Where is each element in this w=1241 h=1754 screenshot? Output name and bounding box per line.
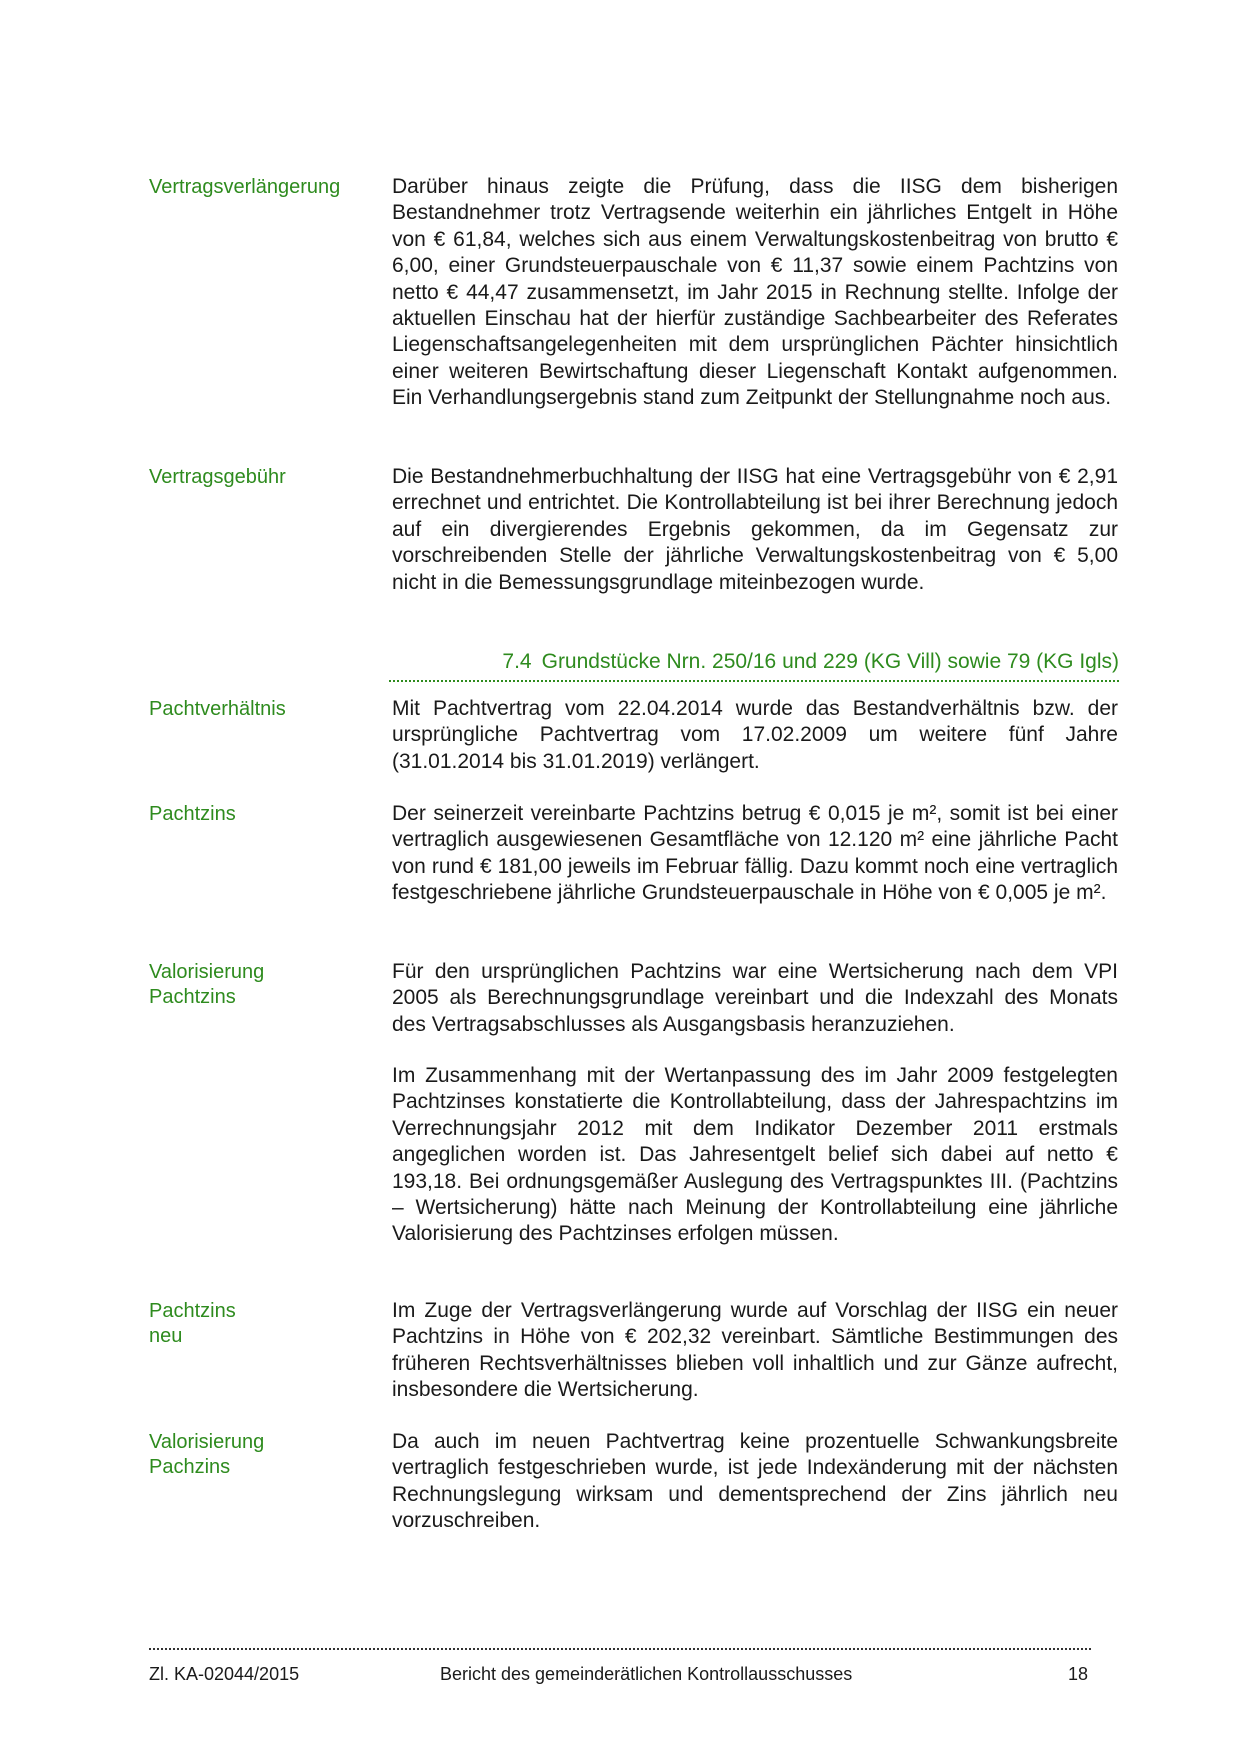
paragraph-vertragsgebuehr: Die Bestandnehmerbuchhaltung der IISG hat eine Vertragsgebühr von € 2,91 errechnet und entrichtet. Die Kontrollabteilung ist bei ihrer Berechnung jedoch auf ein divergierendes Ergebnis gekommen, da im Gegensatz zur vorschreibenden Stelle der jährliche Verwaltungskostenbeitrag von € 5,00 nicht in die Bemessungsgrundlage miteinbezogen wurde. (392, 465, 1118, 594)
margin-note-valorisierung-pachzins: Valorisierung Pachzins (149, 1431, 265, 1478)
margin-note-pachtzins-neu: Pachtzins neu (149, 1300, 236, 1347)
section-heading (389, 648, 1119, 682)
paragraph-pachtzins-neu: Im Zuge der Vertragsverlängerung wurde auf Vorschlag der IISG ein neuer Pachtzins in Höhe von € 202,32 vereinbart. Sämtliche Bestimmungen des früheren Rechtsverhältnisses blieben voll inhaltlich und zur Gänze aufrecht, insbesondere die Wertsicherung. (392, 1299, 1118, 1402)
margin-note-vertragsverlaengerung: Vertragsverlängerung (149, 176, 341, 198)
paragraph-vertragsverlaengerung: Darüber hinaus zeigte die Prüfung, dass die IISG dem bisherigen Bestandnehmer trotz Vertragsende weiterhin ein jährliches Entgelt in Höhe von € 61,84, welches sich aus einem Verwaltungskostenbeitrag von brutto € 6,00, einer Grundsteuerpauschale von € 11,37 sowie einem Pachtzins von netto € 44,47 zusammensetzt, im Jahr 2015 in Rechnung stellte. Infolge der aktuellen Einschau hat der hierfür zuständige Sachbearbeiter des Referates Liegenschaftsangelegenheiten mit dem ursprünglichen Pächter hinsichtlich einer weiteren Bewirtschaftung dieser Liegenschaft Kontakt aufgenommen. Ein Verhandlungsergebnis stand zum Zeitpunkt der Stellungnahme noch aus. (392, 175, 1118, 410)
paragraph-wertanpassung: Im Zusammenhang mit der Wertanpassung des im Jahr 2009 festgelegten Pachtzinses konstatierte die Kontrollabteilung, dass der Jahrespachtzins im Verrechnungsjahr 2012 mit dem Indikator Dezember 2011 erstmals angeglichen worden ist. Das Jahresentgelt belief sich dabei auf netto € 193,18. Bei ordnungsgemäßer Auslegung des Vertragspunktes III. (Pachtzins – Wertsicherung) hätte nach Meinung der Kontrollabteilung eine jährliche Valorisierung des Pachtzinses erfolgen müssen. (392, 1064, 1118, 1246)
footer-reference: Zl. KA-02044/2015 (149, 1664, 300, 1684)
margin-note-pachtzins: Pachtzins (149, 803, 236, 825)
paragraph-pachtzins: Der seinerzeit vereinbarte Pachtzins betrug € 0,015 je m², somit ist bei einer vertraglich ausgewiesenen Gesamtfläche von 12.120 m² eine jährliche Pacht von rund € 181,00 jeweils im Februar fällig. Dazu kommt noch eine vertraglich festgeschriebene jährliche Grundsteuerpauschale in Höhe von € 0,005 je m². (392, 802, 1118, 905)
footer-page-number: 18 (1068, 1664, 1089, 1684)
paragraph-valorisierung: Für den ursprünglichen Pachtzins war eine Wertsicherung nach dem VPI 2005 als Berechnungsgrundlage vereinbart und die Indexzahl des Monats des Vertragsabschlusses als Ausgangsbasis heranzuziehen. (392, 960, 1118, 1036)
section-title: Grundstücke Nrn. 250/16 und 229 (KG Vill) sowie 79 (KG Igls) (541, 650, 1119, 673)
section-number: 7.4 (502, 650, 532, 673)
paragraph-indexaenderung: Da auch im neuen Pachtvertrag keine prozentuelle Schwankungsbreite vertraglich festgeschrieben wurde, ist jede Indexänderung mit der nächsten Rechnungslegung wirksam und dementsprechend der Zins jährlich neu vorzuschreiben. (392, 1430, 1118, 1533)
margin-note-pachtverhaeltnis: Pachtverhältnis (149, 698, 286, 720)
margin-note-vertragsgebuehr: Vertragsgebühr (149, 466, 286, 488)
paragraph-pachtverhaeltnis: Mit Pachtvertrag vom 22.04.2014 wurde das Bestandverhältnis bzw. der ursprüngliche Pachtvertrag vom 17.02.2009 um weitere fünf Jahre (31.01.2014 bis 31.01.2019) verlängert. (392, 697, 1118, 773)
footer-divider (149, 1648, 1091, 1650)
footer-title: Bericht des gemeinderätlichen Kontrollausschusses (440, 1664, 853, 1684)
margin-note-valorisierung-pachtzins: Valorisierung Pachtzins (149, 961, 265, 1008)
